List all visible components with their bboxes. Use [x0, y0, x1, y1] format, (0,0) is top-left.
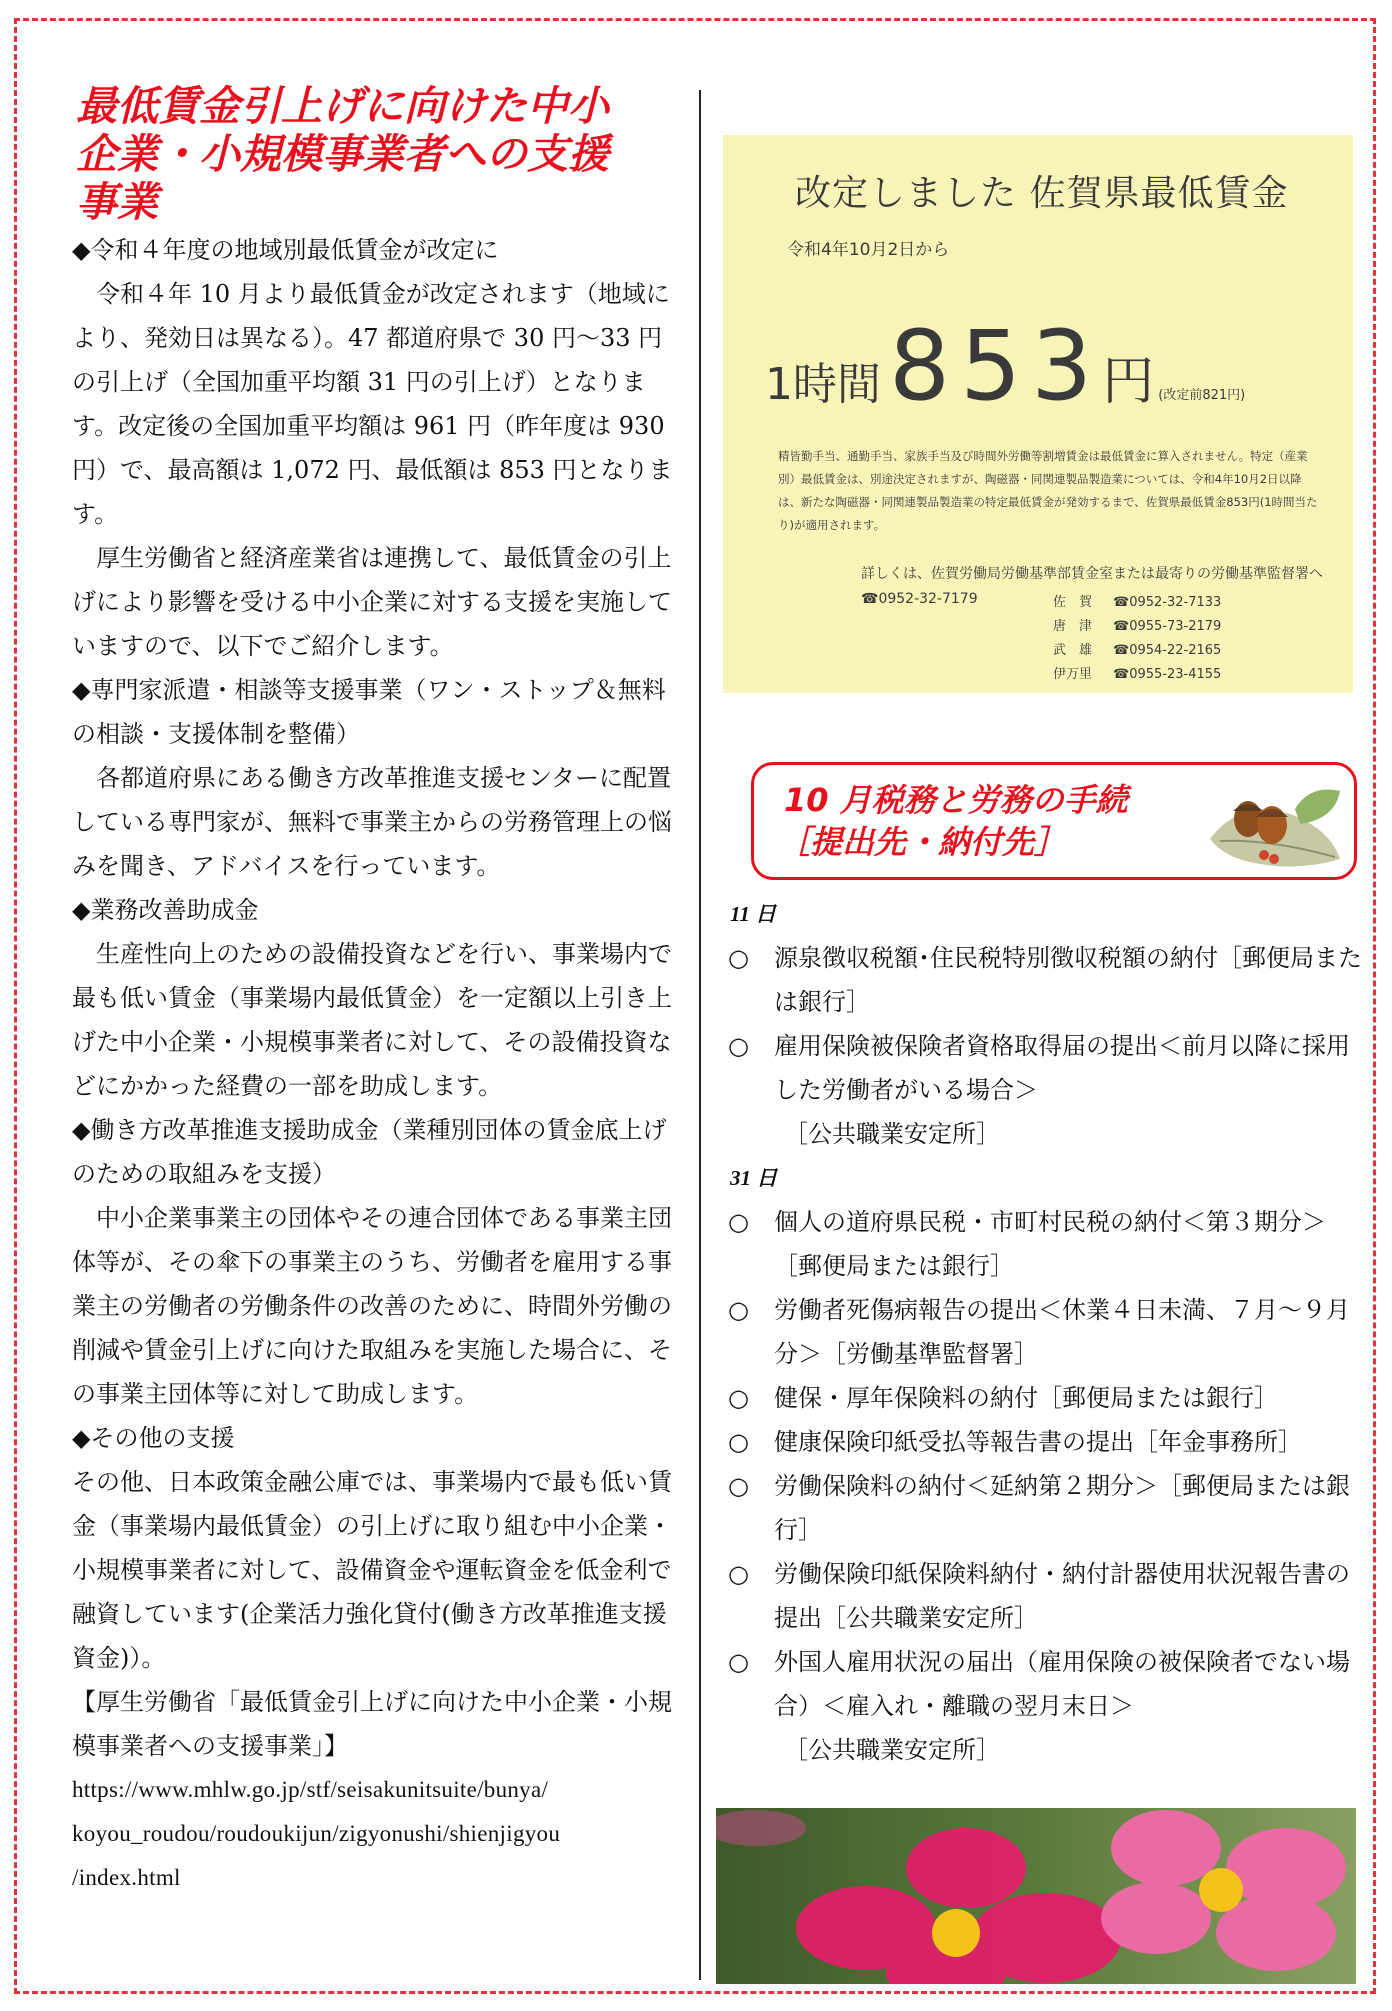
office-name: 武 雄 — [1053, 643, 1093, 658]
headline-line: 企業・小規模事業者への支援 — [76, 130, 609, 178]
circle-bullet-icon: ○ — [728, 1472, 749, 1500]
schedule-list — [728, 892, 1368, 1772]
source-url-line[interactable]: https://www.mhlw.go.jp/stf/seisakunitsuite/bunya/ — [72, 1777, 549, 1802]
schedule-item — [728, 936, 1368, 1024]
tax-title-line2: ［提出先・納付先］ — [778, 823, 1067, 861]
article-paragraph: 中小企業事業主の団体やその連合団体である事業主団体等が、その傘下の事業主のうち、労働者を雇用する事業主の労働者の労働条件の改善のために、時間外労働の削減や賃金引上げに向けた取組みを実施した場合に、その事業主団体等に対して助成します。 — [72, 1204, 672, 1408]
schedule-item-text: 健保・厚年保険料の納付［郵便局または銀行］ — [774, 1384, 1278, 1412]
schedule-item — [728, 1420, 1368, 1464]
article-paragraph: ◆働き方改革推進支援助成金（業種別団体の賃金底上げのための取組みを支援） — [72, 1116, 667, 1188]
office-phone: ☎0955-73-2179 — [1113, 619, 1222, 634]
minimum-wage-notice — [723, 135, 1353, 693]
wage-yen: 円 — [1102, 352, 1155, 412]
notice-title: 改定しました 佐賀県最低賃金 — [795, 173, 1289, 214]
article-paragraph: 厚生労働省と経済産業省は連携して、最低賃金の引上げにより影響を受ける中小企業に対する支援を実施していますので、以下でご紹介します。 — [72, 544, 672, 660]
article-paragraph: 令和４年 10 月より最低賃金が改定されます（地域により、発効日は異なる）。47 都道府県で 30 円～33 円の引上げ（全国加重平均額 31 円の引上げ）となります。改定後の全国加重平均額は 961 円（昨年度は 930 円）で、最高額は 1,072 円、最低額は 853 円となります。 — [72, 280, 673, 528]
article-paragraph: ◆専門家派遣・相談等支援事業（ワン・ストップ＆無料の相談・支援体制を整備） — [72, 676, 666, 748]
circle-bullet-icon: ○ — [728, 1428, 749, 1456]
headline-line: 最低賃金引上げに向けた中小 — [76, 82, 609, 130]
schedule-item-text: 外国人雇用状況の届出（雇用保険の被保険者でない場合）＜雇入れ・離職の翌月末日＞ — [774, 1648, 1350, 1720]
schedule-item-destination: ［公共職業安定所］ — [784, 1120, 1000, 1148]
schedule-item — [728, 1200, 1368, 1288]
office-row — [1053, 591, 1221, 615]
schedule-item-text: 労働保険印紙保険料納付・納付計器使用状況報告書の提出［公共職業安定所］ — [774, 1560, 1350, 1632]
cosmos-flower-photo — [716, 1808, 1356, 1984]
schedule-item — [728, 1024, 1368, 1112]
article-paragraph: 各都道府県にある働き方改革推進支援センターに配置している専門家が、無料で事業主からの労務管理上の悩みを聞き、アドバイスを行っています。 — [72, 764, 672, 880]
schedule-day: 11 日 — [730, 902, 777, 926]
office-name: 佐 賀 — [1053, 595, 1093, 610]
office-name: 唐 津 — [1053, 619, 1093, 634]
source-url-line[interactable]: koyou_roudou/roudoukijun/zigyonushi/shienjigyou — [72, 1821, 561, 1846]
schedule-item-text: 雇用保険被保険者資格取得届の提出＜前月以降に採用した労働者がいる場合＞ — [774, 1032, 1350, 1104]
schedule-item — [728, 1464, 1368, 1552]
office-phone: ☎0952-32-7133 — [1113, 595, 1222, 610]
previous-wage: (改定前821円) — [1158, 388, 1246, 403]
article-paragraph: その他、日本政策金融公庫では、事業場内で最も低い賃金（事業場内最低賃金）の引上げに取り組む中小企業・小規模事業者に対して、設備資金や運転資金を低金利で融資しています(企業活力強化貸付(働き方改革推進支援資金)）。 — [72, 1468, 672, 1672]
wage-unit: 1時間 — [765, 359, 881, 410]
article-body — [72, 228, 684, 1900]
office-phone-list — [1053, 591, 1221, 687]
article-paragraph: 【厚生労働省「最低賃金引上げに向けた中小企業・小規模事業者への支援事業」】 — [72, 1688, 672, 1760]
schedule-item — [728, 1640, 1368, 1728]
circle-bullet-icon: ○ — [728, 1384, 749, 1412]
schedule-item — [728, 1552, 1368, 1640]
notice-main-phone: ☎0952-32-7179 — [861, 591, 978, 607]
wage-amount — [765, 310, 1245, 422]
article-paragraph: ◆業務改善助成金 — [72, 896, 259, 924]
office-row — [1053, 663, 1221, 687]
wage-number: 853 — [889, 310, 1103, 422]
article-paragraph: ◆その他の支援 — [72, 1424, 235, 1452]
notice-date: 令和4年10月2日から — [787, 240, 950, 260]
office-phone: ☎0955-23-4155 — [1113, 667, 1222, 682]
schedule-item — [728, 1376, 1368, 1420]
tax-title-line1: 10 月税務と労務の手続 — [784, 781, 1128, 819]
office-phone: ☎0954-22-2165 — [1113, 643, 1222, 658]
circle-bullet-icon: ○ — [728, 1560, 749, 1588]
notice-fine-print: 精皆勤手当、通勤手当、家族手当及び時間外労働等割増賃金は最低賃金に算入されません。特定（産業別）最低賃金は、別途決定されますが、陶磁器・同関連製品製造業については、令和4年10月2日以降は、新たな陶磁器・同関連製品製造業の特定最低賃金が発効するまで、佐賀県最低賃金853円(1時間当たり)が適用されます。 — [778, 449, 1318, 532]
tax-procedures-header — [751, 762, 1357, 880]
circle-bullet-icon: ○ — [728, 1296, 749, 1324]
office-row — [1053, 639, 1221, 663]
schedule-item-text: 源泉徴収税額･住民税特別徴収税額の納付［郵便局または銀行］ — [774, 944, 1362, 1016]
schedule-item-destination: ［公共職業安定所］ — [784, 1736, 1000, 1764]
circle-bullet-icon: ○ — [728, 1648, 749, 1676]
schedule-item-text: 労働者死傷病報告の提出＜休業４日未満、７月～９月分＞［労働基準監督署］ — [774, 1296, 1350, 1368]
article-paragraph: ◆令和４年度の地域別最低賃金が改定に — [72, 236, 499, 264]
office-name: 伊万里 — [1053, 667, 1093, 682]
schedule-item — [728, 1288, 1368, 1376]
office-row — [1053, 615, 1221, 639]
column-divider — [699, 90, 701, 1980]
article-headline — [76, 82, 684, 226]
schedule-item-text: 労働保険料の納付＜延納第２期分＞［郵便局または銀行］ — [774, 1472, 1350, 1544]
circle-bullet-icon: ○ — [728, 1208, 749, 1236]
circle-bullet-icon: ○ — [728, 1032, 749, 1060]
headline-line: 事業 — [76, 178, 158, 226]
circle-bullet-icon: ○ — [728, 944, 749, 972]
schedule-day: 31 日 — [730, 1166, 778, 1190]
article-paragraph: 生産性向上のための設備投資などを行い、事業場内で最も低い賃金（事業場内最低賃金）を一定額以上引き上げた中小企業・小規模事業者に対して、その設備投資などにかかった経費の一部を助成します。 — [72, 940, 672, 1100]
notice-contact: 詳しくは、佐賀労働局労働基準部賃金室または最寄りの労働基準監督署へ — [861, 566, 1323, 582]
acorn-leaf-icon — [1200, 779, 1350, 874]
tax-title — [778, 779, 1128, 863]
schedule-item-text: 個人の道府県民税・市町村民税の納付＜第３期分＞［郵便局または銀行］ — [774, 1208, 1326, 1280]
left-article — [72, 82, 684, 1900]
schedule-item-text: 健康保険印紙受払等報告書の提出［年金事務所］ — [774, 1428, 1302, 1456]
source-url-line[interactable]: /index.html — [72, 1865, 181, 1890]
